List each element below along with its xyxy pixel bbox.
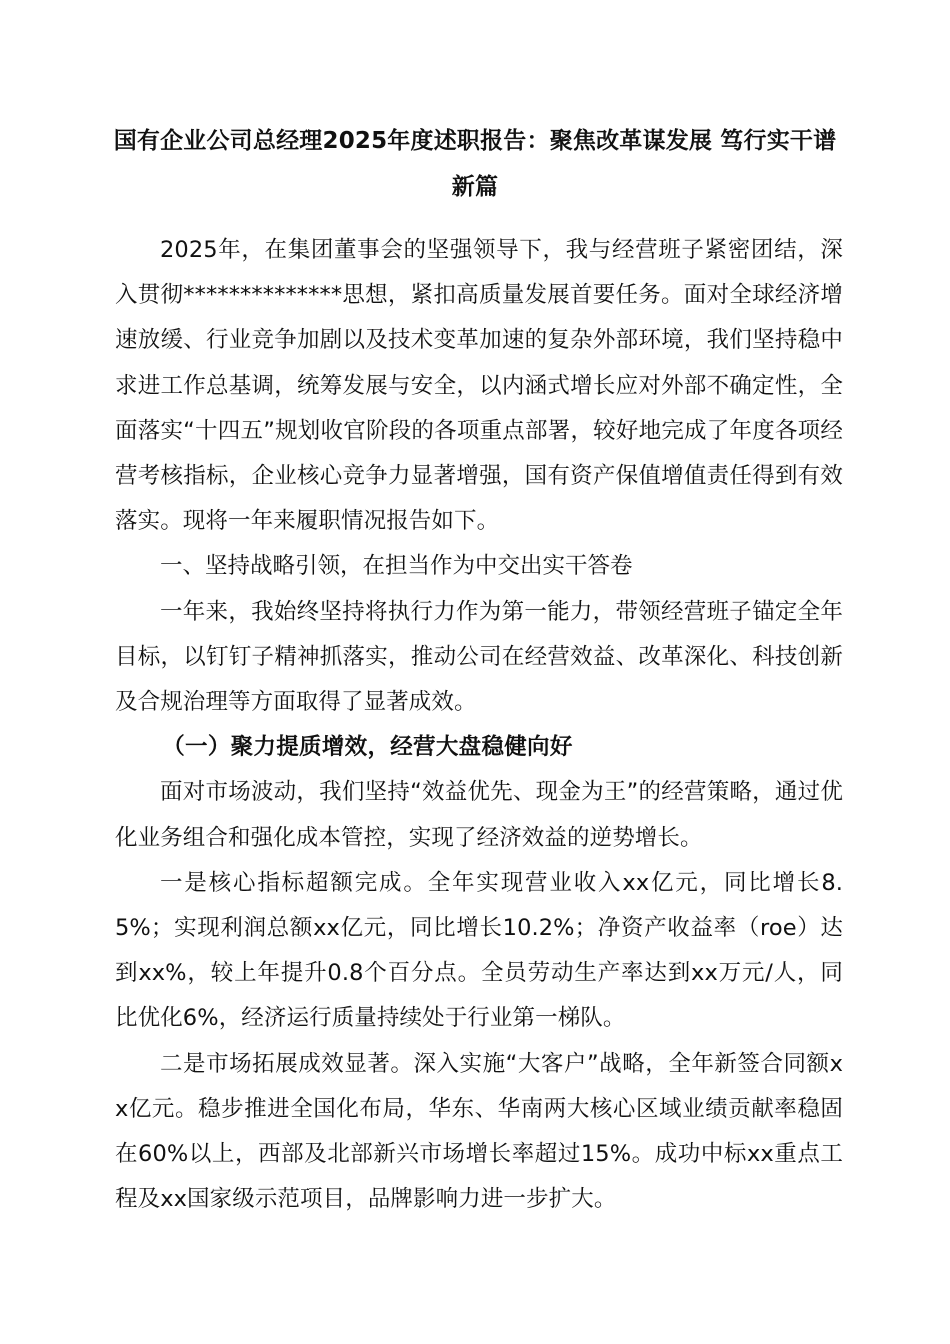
- paragraph-core-indicators: 一是核心指标超额完成。全年实现营业收入xx亿元，同比增长8.5%；实现利润总额xx亿元，同比增长10.2%；净资产收益率（roe）达到xx%，较上年提升0.8个百分点。全员劳动生产率达到xx万元/人，同比优化6%，经济运行质量持续处于行业第一梯队。: [115, 869, 843, 1032]
- document-title: 国有企业公司总经理2025年度述职报告：聚焦改革谋发展 笃行实干谱新篇: [113, 128, 837, 200]
- subsection-heading-1: （一）聚力提质增效，经营大盘稳健向好: [162, 734, 573, 761]
- paragraph-market-strategy: 面对市场波动，我们坚持“效益优先、现金为王”的经营策略，通过优化业务组合和强化成本管控，实现了经济效益的逆势增长。: [115, 779, 843, 851]
- paragraph-section-1-intro: 一年来，我始终坚持将执行力作为第一能力，带领经营班子锚定全年目标，以钉钉子精神抓落实，推动公司在经营效益、改革深化、科技创新及合规治理等方面取得了显著成效。: [115, 598, 843, 716]
- paragraph-intro: 2025年，在集团董事会的坚强领导下，我与经营班子紧密团结，深入贯彻**************思想，紧扣高质量发展首要任务。面对全球经济增速放缓、行业竞争加剧以及技术变革加速的复杂外部环境，我们坚持稳中求进工作总基调，统筹发展与安全，以内涵式增长应对外部不确定性，全面落实“十四五”规划收官阶段的各项重点部署，较好地完成了年度各项经营考核指标，企业核心竞争力显著增强，国有资产保值增值责任得到有效落实。现将一年来履职情况报告如下。: [115, 237, 843, 535]
- section-heading-1: 一、坚持战略引领，在担当作为中交出实干答卷: [160, 553, 633, 580]
- paragraph-market-expansion: 二是市场拓展成效显著。深入实施“大客户”战略，全年新签合同额xx亿元。稳步推进全国化布局，华东、华南两大核心区域业绩贡献率稳固在60%以上，西部及北部新兴市场增长率超过15%。成功中标xx重点工程及xx国家级示范项目，品牌影响力进一步扩大。: [115, 1050, 843, 1213]
- document-body: [115, 228, 843, 1222]
